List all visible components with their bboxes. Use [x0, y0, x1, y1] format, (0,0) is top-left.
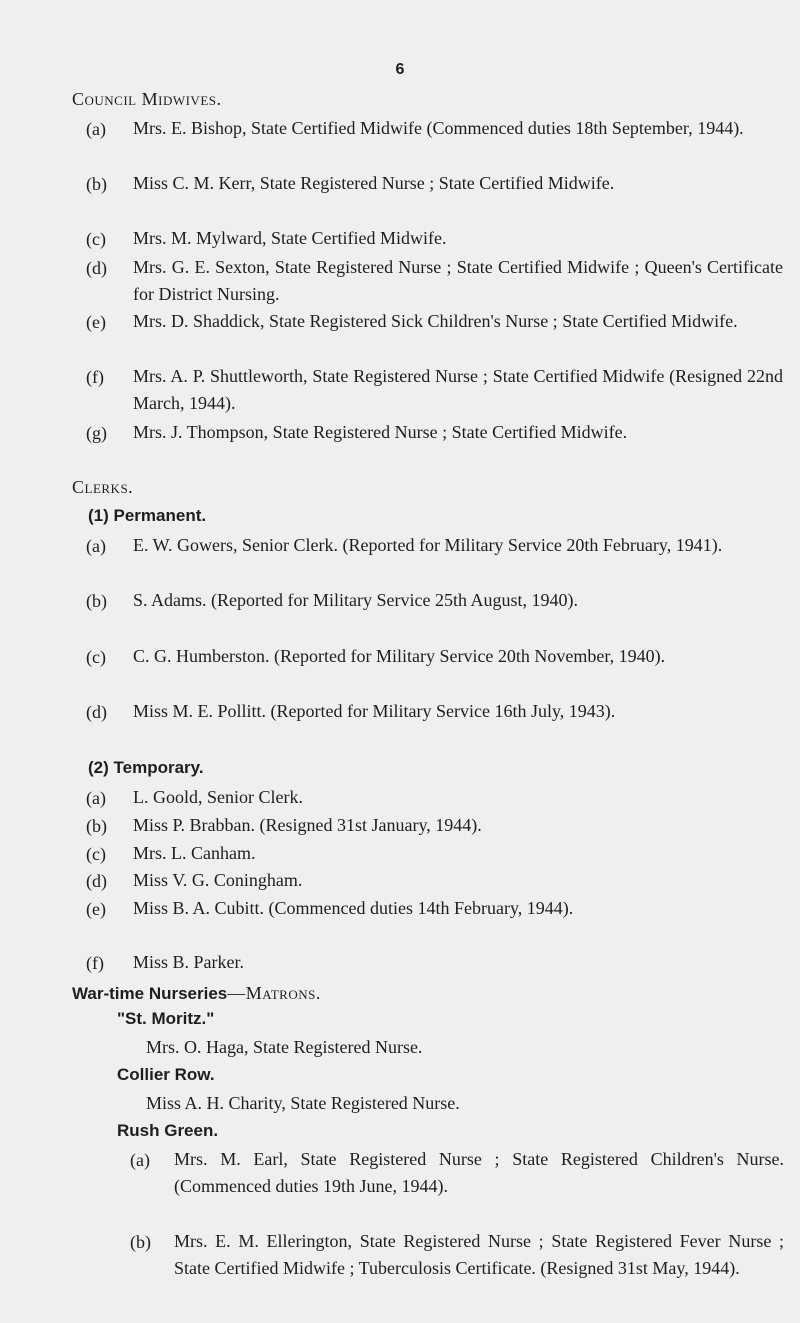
list-item: Mrs. E. M. Ellerington, State Registered Nurse ; State Registered Fever Nurse ; State Certified Midwife ; Tuberculosis Certificate. (Resigned 31st May, 1944). — [174, 1231, 784, 1278]
rush-green-heading: Rush Green. — [117, 1121, 219, 1140]
council-midwives-heading: Council Midwives. — [72, 89, 222, 109]
list-item: Mrs. G. E. Sexton, State Registered Nurse ; State Certified Midwife ; Queen's Certificate for District Nursing. — [133, 257, 783, 304]
nurseries-heading — [72, 981, 321, 1006]
item-label: (d) — [86, 871, 107, 891]
list-item: Mrs. J. Thompson, State Registered Nurse ; State Certified Midwife. — [133, 422, 628, 442]
st-moritz-heading: "St. Moritz." — [117, 1009, 215, 1028]
list-item: Miss P. Brabban. (Resigned 31st January, 1944). — [133, 815, 482, 835]
list-item: Miss M. E. Pollitt. (Reported for Military Service 16th July, 1943). — [133, 701, 616, 721]
item-label: (a) — [86, 119, 106, 139]
item-label: (c) — [86, 229, 106, 249]
page-number: 6 — [395, 61, 405, 78]
permanent-heading: (1) Permanent. — [88, 506, 207, 525]
item-label: (d) — [86, 702, 107, 722]
st-moritz-matron: Mrs. O. Haga, State Registered Nurse. — [146, 1037, 423, 1057]
item-label: (f) — [86, 367, 104, 387]
item-label: (f) — [86, 953, 104, 973]
item-label: (a) — [130, 1150, 150, 1170]
list-item: L. Goold, Senior Clerk. — [133, 787, 303, 807]
list-item: Mrs. A. P. Shuttleworth, State Registered Nurse ; State Certified Midwife (Resigned 22nd March, 1944). — [133, 366, 783, 413]
list-item: Mrs. D. Shaddick, State Registered Sick Children's Nurse ; State Certified Midwife. — [133, 311, 738, 331]
item-label: (b) — [86, 816, 107, 836]
item-label: (d) — [86, 258, 107, 278]
item-label: (b) — [86, 591, 107, 611]
list-item: Miss B. Parker. — [133, 952, 245, 972]
item-label: (e) — [86, 899, 106, 919]
list-item: Miss B. A. Cubitt. (Commenced duties 14th February, 1944). — [133, 898, 574, 918]
list-item: S. Adams. (Reported for Military Service 25th August, 1940). — [133, 590, 578, 610]
list-item: E. W. Gowers, Senior Clerk. (Reported for Military Service 20th February, 1941). — [133, 535, 723, 555]
item-label: (b) — [86, 174, 107, 194]
temporary-heading: (2) Temporary. — [88, 758, 204, 777]
list-item: Mrs. M. Mylward, State Certified Midwife. — [133, 228, 447, 248]
nurseries-heading-bold: War-time Nurseries — [72, 984, 228, 1003]
item-label: (a) — [86, 536, 106, 556]
list-item: Miss C. M. Kerr, State Registered Nurse ; State Certified Midwife. — [133, 173, 615, 193]
list-item: Mrs. M. Earl, State Registered Nurse ; State Registered Children's Nurse. (Commenced duties 19th June, 1944). — [174, 1149, 784, 1196]
item-label: (b) — [130, 1232, 151, 1252]
list-item: Mrs. L. Canham. — [133, 843, 256, 863]
list-item: Mrs. E. Bishop, State Certified Midwife (Commenced duties 18th September, 1944). — [133, 118, 744, 138]
list-item: C. G. Humberston. (Reported for Military Service 20th November, 1940). — [133, 646, 666, 666]
item-label: (c) — [86, 844, 106, 864]
collier-row-heading: Collier Row. — [117, 1065, 215, 1084]
item-label: (e) — [86, 312, 106, 332]
collier-row-matron: Miss A. H. Charity, State Registered Nurse. — [146, 1093, 460, 1113]
item-label: (a) — [86, 788, 106, 808]
item-label: (c) — [86, 647, 106, 667]
clerks-heading: Clerks. — [72, 477, 134, 497]
nurseries-heading-matrons: —Matrons. — [227, 983, 321, 1003]
item-label: (g) — [86, 423, 107, 443]
list-item: Miss V. G. Coningham. — [133, 870, 303, 890]
